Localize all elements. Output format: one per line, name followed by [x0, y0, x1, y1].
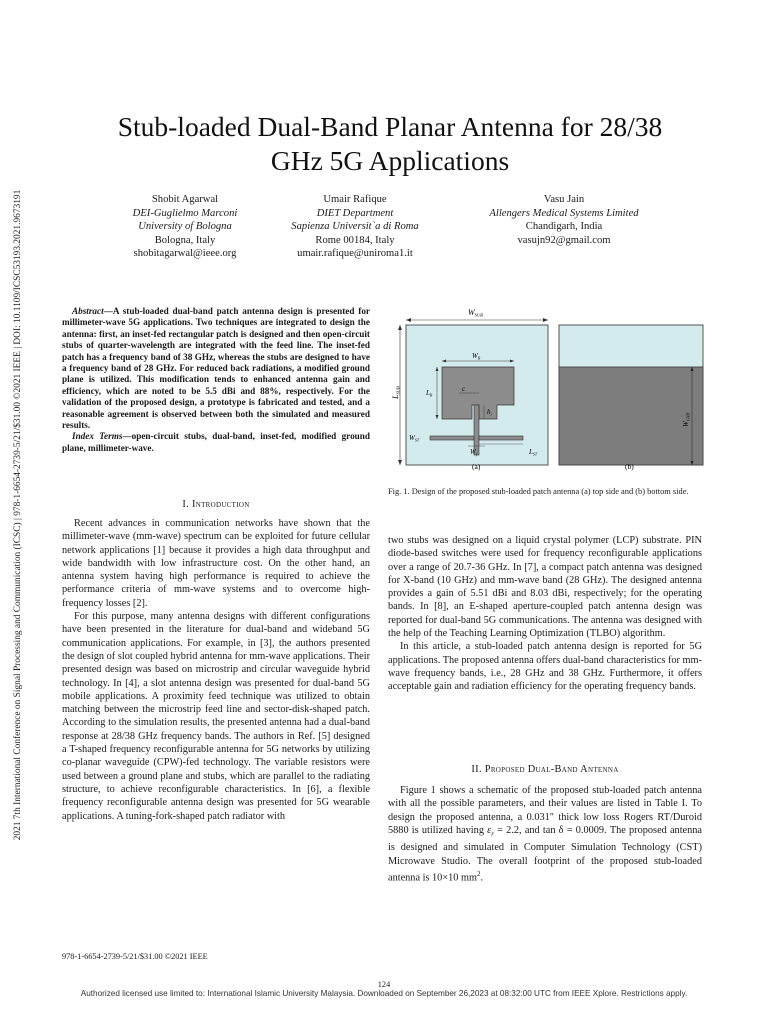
sidebar-citation	[10, 175, 26, 855]
stub-left	[430, 436, 474, 440]
antenna-figure	[388, 303, 708, 475]
author-name: Shobit Agarwal	[151, 194, 219, 205]
index-terms-text: —open-circuit stubs, dual-band, inset-fed, modified ground plane, millimeter-wave.	[62, 431, 371, 453]
abstract-label: Abstract	[72, 306, 104, 316]
label-a: (a)	[472, 462, 481, 471]
paragraph: two stubs was designed on a liquid crystal polymer (LCP) substrate. PIN diode-based switches were used for frequency reconfigurable applications over a range of 20.7-36 GHz. In [7], a compact patch antenna was designed for X-band (10 GHz) and mm-wave band (28 GHz). The designed antenna provides a gain of 5.51 dBi and 8.03 dBi, respectively; for the operating bands. In [8], an E-shaped aperture-coupled patch antenna design was reported for dual-band 5G communications. The antenna was designed with the help of the Teaching Learning Optimization (TLBO) algorithm.	[388, 535, 702, 640]
sidebar-citation-text: 2021 7th International Conference on Signal Processing and Communication (ICSC) | 978-1-6654-2739-5/21/$31.00 ©2021 IEEE | DOI: 10.1109/ICSC53193.2021.9673191	[13, 189, 23, 841]
stub-right	[479, 436, 523, 440]
left-column-body	[62, 517, 370, 823]
paper-title	[40, 110, 740, 178]
abstract	[62, 306, 370, 454]
paragraph: Figure 1 shows a schematic of the proposed stub-loaded patch antenna with all the possible parameters, and their values are listed in Table I. To design the proposed antenna, a 0.031" thick low loss Rogers RT/Duroid 5880 is utilized having $\varepsilon_r = 2.2$, and tan δ = 0.0009. The proposed antenna is designed and simulated in Computer Simulation Technology (CST) Microwave Studio. The overall footprint of the proposed stub-loaded antenna is 10×10 $mm^2$.	[388, 785, 702, 884]
page-number: 124	[377, 980, 391, 989]
ground-plane	[559, 367, 703, 465]
author-city: Rome 00184, Italy	[315, 234, 395, 246]
right-column-body	[388, 534, 702, 694]
author-city: Bologna, Italy	[154, 234, 216, 246]
author-affiliation: Allengers Medical Systems Limited	[489, 207, 639, 219]
footer-isbn: 978-1-6654-2739-5/21/$31.00 ©2021 IEEE	[62, 952, 208, 961]
label-l-r: $L_R$	[426, 389, 433, 398]
label-w-r: $W_R$	[472, 352, 481, 361]
paragraph: For this purpose, many antenna designs with different configurations have been presented in the literature for dual-band and wideband 5G communication applications. For example, in [3], the authors presented the design of slot coupled hybrid antenna for mm-wave applications. Their presented design was based on microstrip and circular waveguide hybrid technology. In [4], a slot antenna design was presented for dual-band 5G mobile applications. A proximity feed technique was utilized to obtain matching between the microstrip feed line and sector-disk-shaped patch. According to the simulation results, the presented antenna had a dual-band response at 28/38 GHz frequency bands. The authors in Ref. [5] designed a T-shaped frequency reconfigurable antenna for 5G networks by utilizing co-planar waveguide (CPW)-fed technology. The variable resistors were used between a ground plane and stubs, which are parallel to the radiating structure, to achieve reconfigurable characteristics. In [6], a flexible frequency reconfigurable antenna design was presented for 5G wearable applications. A tuning-fork-shaped patch radiator with	[62, 611, 370, 822]
author-block-2	[245, 193, 465, 261]
label-l-sub: LSUB	[391, 386, 401, 399]
paragraph: Recent advances in communication networks have shown that the millimeter-wave (mm-wave) spectrum can be exploited for future cellular network applications [1] because it provides a high data throughput and wide bandwidth with low infrastructure cost. On the other hand, an antenna system having high performance is required to achieve the performance criteria of mm-wave systems and to overcome high-frequency losses [2].	[62, 518, 370, 609]
author-affiliation: University of Bologna	[138, 221, 232, 232]
label-w-st: $W_{ST}$	[409, 434, 420, 443]
author-block-3	[454, 193, 674, 247]
author-email: umair.rafique@uniroma1.it	[297, 248, 413, 259]
author-affiliation: Sapienza Universit`a di Roma	[291, 221, 419, 232]
title-line-1: Stub-loaded Dual-Band Planar Antenna for 28/38	[117, 111, 663, 142]
title-line-2: GHz 5G Applications	[270, 145, 510, 176]
label-w-f: $W_f$	[470, 448, 477, 457]
author-name: Vasu Jain	[543, 194, 585, 205]
author-email: vasujn92@gmail.com	[517, 234, 611, 246]
figure-caption: Fig. 1. Design of the proposed stub-loaded patch antenna (a) top side and (b) bottom side.	[388, 487, 689, 496]
label-b: (b)	[625, 462, 634, 471]
label-w-gnd: $W_{GND}$	[682, 412, 691, 427]
label-l-st: $L_{ST}$	[529, 448, 538, 457]
license-notice: Authorized licensed use limited to: International Islamic University Malaysia. Downloaded on September 26,2023 at 08:32:00 UTC from IEEE Xplore. Restrictions apply.	[80, 989, 688, 998]
section-heading-introduction: I. Introduction	[182, 499, 250, 510]
author-name: Umair Rafique	[323, 194, 387, 205]
section-heading-proposed: II. Proposed Dual-Band Antenna	[471, 764, 619, 775]
author-affiliation: DIET Department	[316, 207, 394, 219]
paragraph: In this article, a stub-loaded patch antenna design is reported for 5G applications. The proposed antenna offers dual-band characteristics for mm-wave frequency bands, i.e., 28 GHz and 38 GHz. Furthermore, it offers acceptable gain and radiation efficiency for the operating frequency bands.	[388, 641, 702, 693]
author-affiliation: DEI-Guglielmo Marconi	[132, 207, 238, 219]
label-c: c	[462, 385, 466, 393]
abstract-text: —A stub-loaded dual-band patch antenna design is presented for millimeter-wave 5G applications. Two techniques are integrated to design the antenna: first, an inset-fed rectangular patch is designed and then open-circuit stubs of quarter-wavelength are integrated with the feed line. The inset-fed patch has a frequency band of 38 GHz, whereas the stubs are designed to have a frequency band of 28 GHz. For reduced back radiations, a modified ground plane is utilized. This modification tends to enhanced antenna gain and efficiency, which are noted to be 5.5 dBi and 88%, respectively. For the validation of the proposed design, a prototype is fabricated and tested, and a reasonable agreement is observed between both the simulated and measured results.	[62, 306, 370, 431]
index-terms-label: Index Terms	[72, 431, 123, 442]
label-h-i: $h_i$	[487, 408, 492, 417]
label-w-sub: WSUB	[468, 308, 483, 318]
author-email: shobitagarwal@ieee.org	[133, 248, 237, 259]
author-city: Chandigarh, India	[525, 221, 603, 232]
right-column-body-2	[388, 784, 702, 885]
